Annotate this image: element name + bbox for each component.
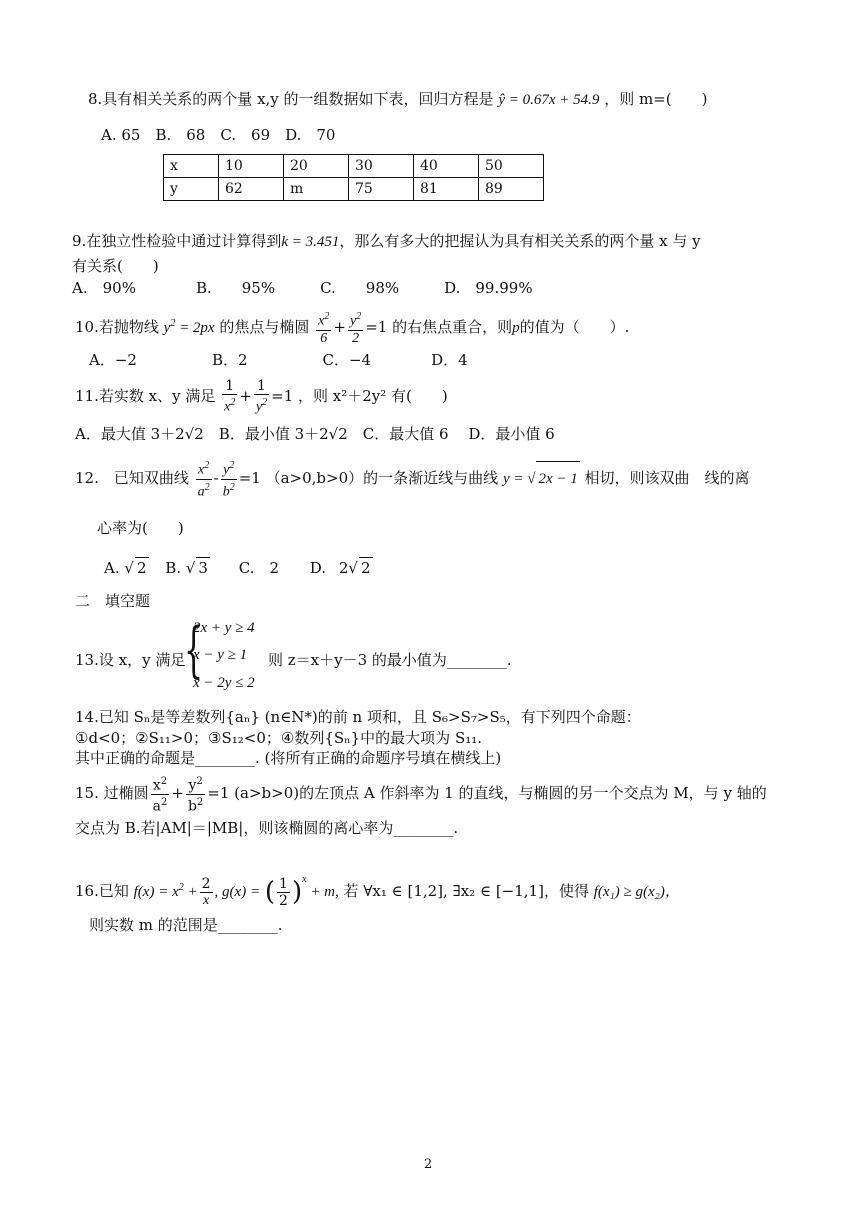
- q8-stem-text: 8.具有相关关系的两个量 x,y 的一组数据如下表，回归方程是: [88, 90, 494, 108]
- q8-options: A. 65 B. 68 C. 69 D. 70: [101, 126, 336, 144]
- page-number: 2: [424, 1157, 433, 1172]
- q11-frac-1: $\frac{1}{x^2}$: [224, 378, 236, 415]
- q12-pre: 12. 已知双曲线: [75, 469, 189, 488]
- q16-mid: 若 ∀x₁ ∈ [1,2], ∃x₂ ∈ [−1,1]，使得: [343, 882, 589, 900]
- q12-opt-d: D.: [309, 559, 327, 577]
- q10-p: p: [512, 320, 520, 336]
- q12-opt-d-value: 2√ 2: [338, 559, 371, 577]
- q10-options: A．−2 B．2 C．−4 D．4: [89, 351, 468, 369]
- q14-line2: ①d<0；②S₁₁>0；③S₁₂<0；④数列{Sₙ}中的最大项为 S₁₁.: [75, 729, 483, 747]
- table-row: [164, 178, 544, 201]
- q12-stem: 12. 已知双曲线 $\frac{x^2}{a^2}$ - $\frac{y^2}{b^2}$ =1 （a>0,b>0）的一条渐近线与曲线 y = √ 2x − 1 相切，则该双曲 线的离: [75, 460, 750, 500]
- table-cell: 50: [479, 155, 544, 178]
- q12-line2: 心率为( ): [97, 519, 184, 537]
- q13-brace: {: [184, 615, 204, 685]
- q12-frac-x: $\frac{x^2}{a^2}$: [197, 460, 210, 500]
- q13-constraint-2: x − y ≥ 1: [193, 647, 248, 663]
- q9-line2: 有关系( ): [72, 257, 159, 275]
- q12-curve: y = √ 2x − 1: [503, 471, 580, 487]
- table-cell: 62: [219, 178, 284, 201]
- q11-frac-2: $\frac{1}{y^2}$: [255, 378, 268, 415]
- q9-k-value: k = 3.451: [281, 234, 340, 250]
- q8-regression-eq: ŷ = 0.67x + 54.9: [498, 92, 600, 108]
- q11-pre: 11.若实数 x、y 满足: [75, 386, 216, 405]
- table-cell: 40: [414, 155, 479, 178]
- q16-stem: 16.已知 $f(x) = x^2$ + $\frac{2}{x}$ , g(x) = ( $\frac{1}{2}$ )$^x$ + m, 若 ∀x₁ ∈ [1,2], ∃x₂ ∈ [−1,1]，使得 f(x₁) ≥ g(x₂)，: [75, 874, 680, 909]
- q9-stem: [72, 231, 701, 252]
- table-row: [164, 155, 544, 178]
- q13-constraint-3: x − 2y ≤ 2: [193, 675, 255, 691]
- q11-stem: 11.若实数 x、y 满足 $\frac{1}{x^2}$ + $\frac{1}{y^2}$ =1 ，则 x²＋2y² 有( ): [75, 378, 448, 415]
- q10-parabola: $y^2 = 2px$: [163, 318, 215, 336]
- q8-stem: [88, 89, 707, 110]
- q10-post2: 的值为（ ）.: [519, 318, 630, 336]
- q16-paren-left: (: [264, 877, 276, 907]
- q12-mid: （a>0,b>0）的一条渐近线与曲线: [265, 469, 499, 488]
- q16-pre: 16.已知: [75, 882, 129, 900]
- q15-line2: 交点为 B.若|AM|＝|MB|，则该椭圆的离心率为________.: [75, 819, 459, 837]
- q10-stem: 10.若抛物线 $y^2 = 2px$ 的焦点与椭圆 $\frac{x^2}{6}$ + $\frac{y^2}{2}$ =1 的右焦点重合，则p的值为（ ）.: [75, 311, 630, 346]
- table-cell: 81: [414, 178, 479, 201]
- q10-frac-y: $\frac{y^2}{2}$: [349, 311, 362, 346]
- q9-text-tail: ，那么有多大的把握认为具有相关关系的两个量 x 与 y: [339, 232, 701, 250]
- table-cell: x: [164, 155, 219, 178]
- q15-stem: 15. 过椭圆 $\frac{x^2}{a^2}$ + $\frac{y^2}{b^2}$ =1 (a>b>0)的左顶点 A 作斜率为 1 的直线，与椭圆的另一个交点为 M，与 y 轴的: [75, 776, 767, 815]
- table-cell: y: [164, 178, 219, 201]
- q12-frac-y: $\frac{y^2}{b^2}$: [222, 460, 235, 500]
- q15-pre: 15. 过椭圆: [75, 784, 149, 803]
- q13-constraint-1: 2x + y ≥ 4: [193, 620, 255, 636]
- q15-frac-x: $\frac{x^2}{a^2}$: [152, 776, 168, 815]
- q12-opt-a: A.: [104, 559, 120, 577]
- table-cell: 75: [349, 178, 414, 201]
- q13-post: 则 z＝x＋y－3 的最小值为________.: [268, 651, 512, 669]
- q10-post: 的右焦点重合，则: [392, 318, 513, 336]
- q16-line2: 则实数 m 的范围是________.: [89, 916, 283, 934]
- q16-fx: $f(x) = x^2$ +: [133, 882, 198, 900]
- q16-paren-right: ): [291, 877, 303, 907]
- q15-post: (a>b>0)的左顶点 A 作斜率为 1 的直线，与椭圆的另一个交点为 M，与 y 轴的: [234, 784, 767, 803]
- q11-options: A．最大值 3＋2√2 B．最小值 3＋2√2 C．最大值 6 D．最小值 6: [75, 425, 555, 443]
- q13-pre: 13.设 x，y 满足: [75, 651, 186, 669]
- section-heading: 二 填空题: [75, 592, 151, 610]
- q14-line1: 14.已知 Sₙ是等差数列{aₙ} (n∈N*)的前 n 项和，且 S₆>S₇>S₅，有下列四个命题：: [75, 708, 641, 726]
- q11-post: ，则 x²＋2y² 有( ): [298, 386, 448, 405]
- q12-post: 相切，则该双曲 线的离: [584, 469, 750, 488]
- table-cell: 10: [219, 155, 284, 178]
- q16-frac-half: $\frac{1}{2}$: [279, 875, 288, 909]
- q12-opt-a-value: √ 2: [124, 559, 147, 577]
- table-cell: m: [284, 178, 349, 201]
- q8-tail: ，则 m=( ): [604, 90, 708, 108]
- q14-line3: 其中正确的命题是________. (将所有正确的命题序号填在横线上): [75, 749, 502, 767]
- q16-frac-2x: $\frac{2}{x}$: [201, 875, 211, 908]
- table-cell: 89: [479, 178, 544, 201]
- q15-frac-y: $\frac{y^2}{b^2}$: [187, 776, 204, 815]
- q10-pre: 10.若抛物线: [75, 318, 159, 336]
- q12-opt-b-value: √ 3: [185, 559, 208, 577]
- q16-post: f(x₁) ≥ g(x₂)，: [593, 884, 680, 900]
- q10-mid: 的焦点与椭圆: [219, 318, 310, 336]
- q12-options: [104, 557, 373, 578]
- q12-opt-c: C. 2: [238, 559, 280, 577]
- q8-data-table: [163, 154, 544, 201]
- q12-opt-b: B.: [165, 559, 182, 577]
- q9-text: 9.在独立性检验中通过计算得到: [72, 232, 282, 250]
- table-cell: 30: [349, 155, 414, 178]
- table-cell: 20: [284, 155, 349, 178]
- q9-options: A. 90% B. 95% C. 98% D. 99.99%: [72, 279, 533, 297]
- q10-frac-x: $\frac{x^2}{6}$: [318, 311, 330, 346]
